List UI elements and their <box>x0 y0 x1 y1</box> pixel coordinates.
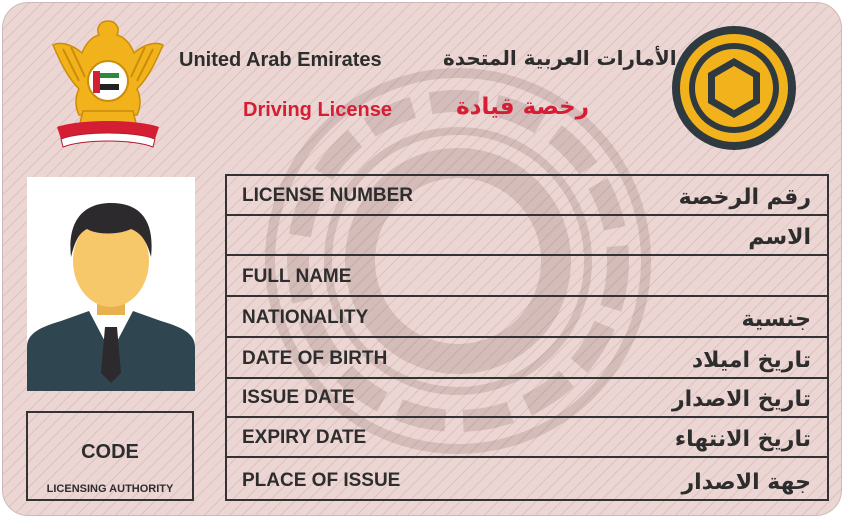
field-row-full-name <box>227 256 827 297</box>
field-label-en: DATE OF BIRTH <box>242 348 388 369</box>
field-label-en: ISSUE DATE <box>242 387 355 408</box>
country-name-arabic: الأمارات العربية المتحدة <box>443 46 677 70</box>
license-fields-table <box>225 174 829 501</box>
licensing-authority-label: LICENSING AUTHORITY <box>46 483 174 495</box>
field-label-ar: تاريخ الاصدار <box>671 387 811 412</box>
field-label-ar: الاسم <box>748 225 811 250</box>
field-label-ar: جهة الاصدار <box>681 470 811 495</box>
field-label-en: LICENSE NUMBER <box>242 185 414 206</box>
uae-falcon-emblem-icon <box>49 15 167 155</box>
field-label-ar: تاريخ اميلاد <box>691 348 811 373</box>
license-title-english: Driving License <box>243 99 392 121</box>
hexagon-seal-icon <box>671 25 797 151</box>
person-avatar-icon <box>27 177 195 391</box>
driving-license-card <box>2 2 842 516</box>
field-row-date-of-birth <box>227 338 827 379</box>
field-row-issue-date <box>227 379 827 418</box>
field-row-expiry-date <box>227 418 827 458</box>
field-label-ar: تاريخ الانتهاء <box>674 427 811 452</box>
code-label: CODE <box>81 441 139 463</box>
license-title-arabic: رخصة قيادة <box>456 94 589 120</box>
field-label-ar: جنسية <box>741 307 811 332</box>
field-row-license-number <box>227 176 827 216</box>
field-label-en: NATIONALITY <box>242 307 369 328</box>
code-box <box>26 411 194 501</box>
holder-photo <box>27 177 195 391</box>
field-label-ar: رقم الرخصة <box>678 185 811 210</box>
field-label-en: PLACE OF ISSUE <box>242 470 401 491</box>
field-row-name-arabic <box>227 216 827 256</box>
field-label-en: EXPIRY DATE <box>242 427 367 448</box>
country-name-english: United Arab Emirates <box>179 49 382 71</box>
field-label-en: FULL NAME <box>242 266 352 287</box>
field-row-nationality <box>227 297 827 338</box>
field-row-place-of-issue <box>227 458 827 499</box>
